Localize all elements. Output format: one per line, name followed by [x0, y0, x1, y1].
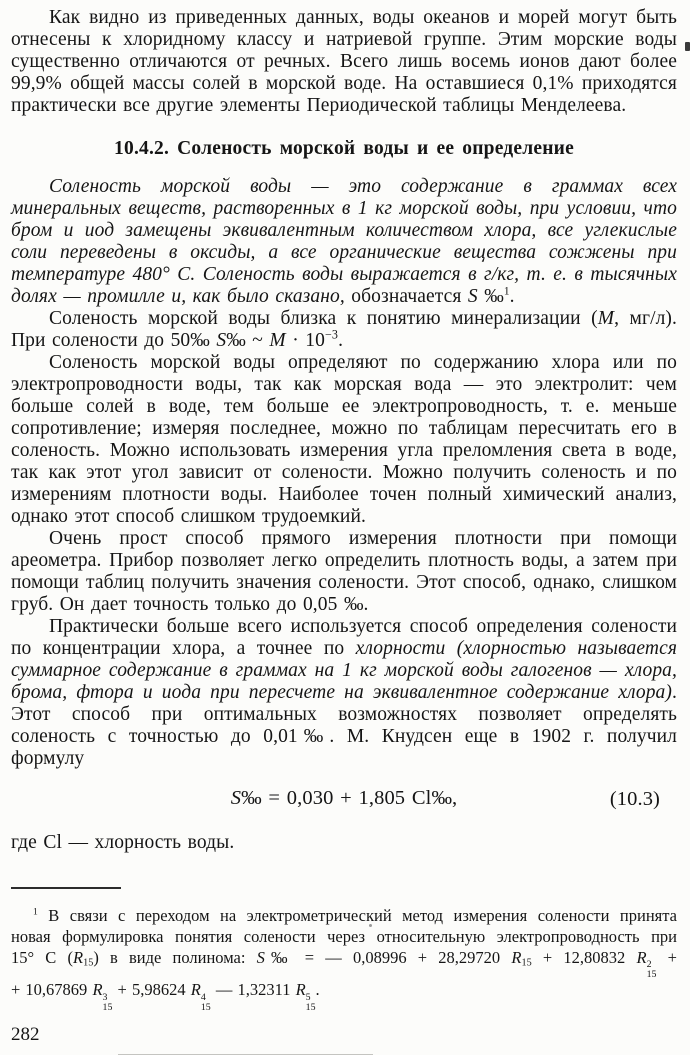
footnote-line [11, 905, 677, 926]
text-run: В связи с переходом на электрометрический метод измерения солености принята [48, 905, 677, 925]
knudsen-formula [11, 786, 677, 810]
section-heading: 10.4.2. Соленость морской воды и ее определение [114, 138, 574, 159]
variable-s: S [216, 330, 227, 351]
subscript-15: 15 [305, 1001, 316, 1013]
exponent: 2 [646, 959, 652, 971]
subscript-15: 15 [200, 1001, 211, 1013]
footnote-line [11, 979, 677, 1012]
page-number: 282 [11, 1024, 40, 1045]
text-run: 15° C ( [11, 947, 73, 967]
paragraph-measurement-methods: Соленость морской воды определяют по содержанию хлора или по электропроводности воды, так как морская вода — это электролит: чем больше солей в воде, тем больше ее электропроводность, т. е. меньше сопротивление; измеряя последнее, можно по таблицам пересчитать его в соленость. Можно использовать измерения угла преломления света в воде, так как этот угол зависит от солености. Можно получить соленость и по измерениям плотности воды. Наиболее точен полный химический анализ, однако этот способ слишком трудоемкий. [11, 352, 677, 527]
text-run: . [315, 980, 320, 1000]
variable-r: R [92, 980, 103, 1000]
sentence-period: . [338, 330, 344, 351]
variable-m: M [269, 330, 286, 351]
footnote-line [11, 926, 677, 947]
text-run: ‰ ~ [226, 330, 270, 351]
footnote-line [11, 947, 677, 980]
formula-expression [231, 787, 458, 809]
subscript-15: 15 [521, 957, 532, 969]
footnote-separator-rule [11, 887, 121, 889]
stacked-sup-sub [103, 993, 113, 1012]
text-run: · 10 [285, 330, 326, 351]
definition-roman-text: обозначается [351, 286, 468, 307]
page-footer [11, 887, 677, 1051]
variable-s: S [256, 947, 265, 967]
variable-r: R [636, 947, 647, 967]
text-run: новая формулировка понятия солености через относительную электропроводность при [11, 926, 677, 946]
scan-artifact [369, 924, 372, 927]
subscript-15: 15 [102, 1001, 113, 1013]
exponent: −3 [325, 327, 339, 342]
chlorinity-definition-italic: хлорности (хлорностью называется суммарное содержание в граммах на 1 кг морской воды галогенов — хлора, брома, фтора и иода при пересчете на эквивалентное содержание хлора) [11, 638, 677, 703]
stacked-sup-sub [306, 993, 316, 1012]
variable-r: R [511, 947, 522, 967]
text-run: ‰ = — 0,08996 + 28,29720 [264, 947, 512, 967]
variable-r: R [190, 980, 201, 1000]
exponent: 3 [102, 992, 108, 1004]
exponent: 4 [200, 992, 206, 1004]
paragraph-mineralization [11, 308, 677, 352]
salinity-symbol: S [467, 286, 478, 307]
paragraph-chlorinity [11, 616, 677, 770]
variable-r: R [295, 980, 306, 1000]
text-run: , мг/л). При солености до 50‰ [11, 308, 678, 351]
footnote-marker: 1 [33, 906, 38, 917]
stacked-sup-sub [201, 993, 211, 1012]
paragraph-salinity-definition [11, 176, 677, 308]
definition-italic-text: Соленость морской воды — это содержание в граммах всех минеральных веществ, растворенных в 1 кг морской воды, при условии, что бром и иод замещены эквивалентным количеством хлора, все углекислые соли переведены в оксиды, а все органические вещества сожжены при температуре 480° С. Соленость воды выражается в г/кг, т. е. в тысячных долях — промилле и, как было сказано, [11, 176, 677, 307]
text-run: Соленость морской воды близка к понятию минерализации ( [49, 308, 598, 329]
subscript-15: 15 [646, 968, 657, 980]
variable-m: М [597, 308, 615, 329]
text-run: . Этот способ при оптимальных возможностях позволяет определять соленость с точностью до 0,01‰. М. Кнудсен еще в 1902 г. получил формулу [11, 682, 677, 769]
footnote [11, 905, 677, 1013]
formula-legend: где Cl — хлорность воды. [11, 832, 235, 853]
paragraph-areometer: Очень прост способ прямого измерения плотности при помощи ареометра. Прибор позволяет легко определить плотность воды, а затем при помощи таблиц получить значения солености. Этот способ, однако, слишком груб. Он дает точность только до 0,05 ‰. [11, 528, 677, 615]
text-run: — 1,32311 [210, 980, 296, 1000]
stacked-sup-sub [647, 960, 657, 979]
text-run: Практически больше всего используется способ определения солености по концентрации хлора, а точнее по [11, 616, 677, 659]
scan-artifact [685, 42, 690, 51]
text-run: + 12,80832 [531, 947, 637, 967]
footnote-reference-mark: 1 [503, 285, 510, 298]
permille-sign: ‰ [477, 286, 504, 307]
variable-r: R [73, 947, 84, 967]
text-run: + 10,67869 [11, 980, 93, 1000]
text-run: + 5,98624 [112, 980, 191, 1000]
paragraph-intro: Как видно из приведенных данных, воды океанов и морей могут быть отнесены к хлоридному классу и натриевой группе. Этим морские воды существенно отличаются от речных. Всего лишь восемь ионов дают более 99,9% общей массы солей в морской воде. На оставшиеся 0,1% приходятся практически все другие элементы Периодической таблицы Менделеева. [11, 7, 677, 116]
formula-body: ‰ = 0,030 + 1,805 Cl‰, [241, 787, 458, 809]
variable-s: S [230, 787, 242, 809]
subscript-15: 15 [83, 957, 94, 969]
sentence-period: . [509, 286, 515, 307]
text-run: ) в виде полинома: [93, 947, 257, 967]
equation-number: (10.3) [609, 788, 660, 810]
exponent: 5 [305, 992, 311, 1004]
text-run: + [656, 947, 677, 967]
